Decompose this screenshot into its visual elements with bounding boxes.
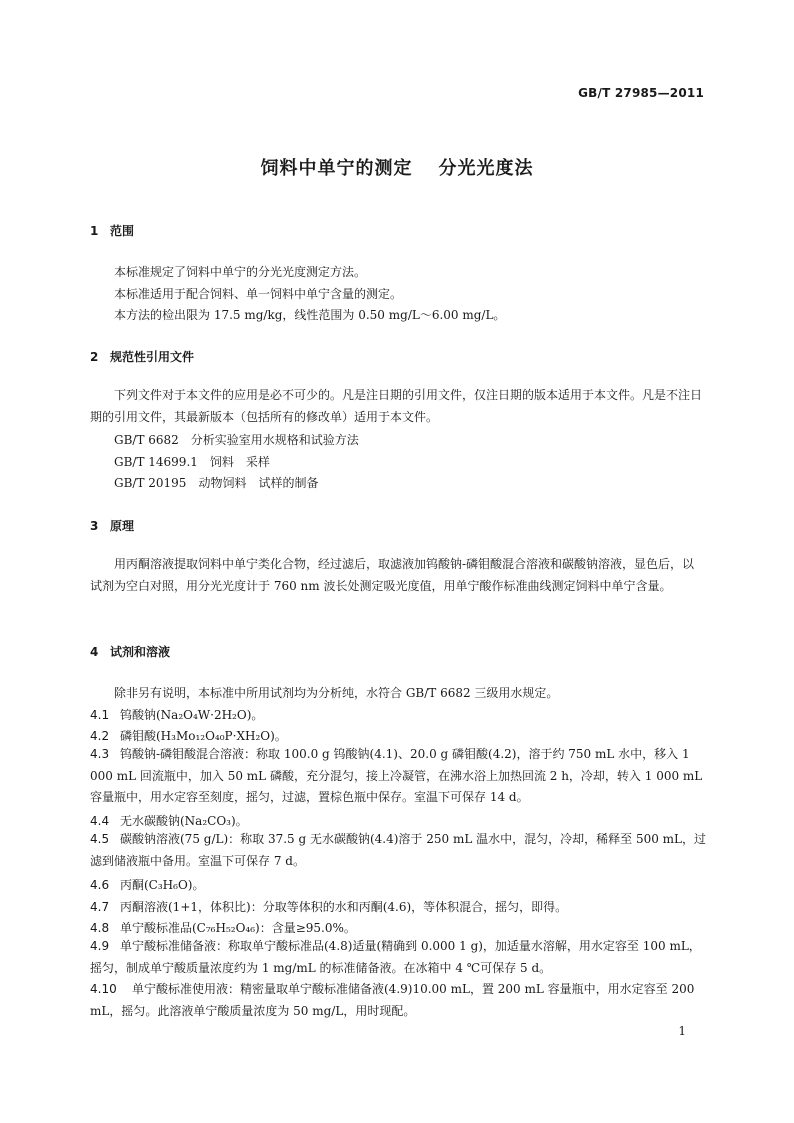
section-3-heading: 3 原理 — [90, 519, 135, 533]
reference-item: GB/T 20195 动物饲料 试样的制备 — [114, 476, 319, 490]
reagent-item: 4.3 钨酸钠-磷钼酸混合溶液：称取 100.0 g 钨酸钠(4.1)、20.0 g 磷钼酸(4.2)，溶于约 750 mL 水中，移入 1 000 mL 回流瓶中，加入 50 mL 磷酸，充分混匀，接上冷凝管，在沸水浴上加热回流 2 h，冷却，转入 1 000 mL 容量瓶中，用水定容至刻度，摇匀，过滤，置棕色瓶中保存。室温下可保存 14 d。 — [90, 747, 703, 804]
title-method: 分光光度法 — [438, 158, 534, 179]
reagent-item: 4.7 丙酮溶液(1+1，体积比)：分取等体积的水和丙酮(4.6)，等体积混合，摇匀，即得。 — [90, 900, 568, 914]
section-2-heading: 2 规范性引用文件 — [90, 350, 195, 364]
principle-text: 用丙酮溶液提取饲料中单宁类化合物，经过滤后，取滤液加钨酸钠-磷钼酸混合溶液和碳酸钠溶液，显色后，以试剂为空白对照，用分光光度计于 760 nm 波长处测定吸光度值，用单宁酸作标准曲线测定饲料中单宁含量。 — [90, 557, 695, 593]
title-main: 饲料中单宁的测定 — [260, 158, 413, 179]
reagent-item: 4.1 钨酸钠(Na₂O₄W·2H₂O)。 — [90, 708, 264, 722]
reagent-item: 4.6 丙酮(C₃H₆O)。 — [90, 878, 205, 892]
reagent-item: 4.2 磷钼酸(H₃Mo₁₂O₄₀P·XH₂O)。 — [90, 729, 287, 743]
reagent-item: 4.5 碳酸钠溶液(75 g/L)：称取 37.5 g 无水碳酸钠(4.4)溶于 250 mL 温水中，混匀，冷却，稀释至 500 mL，过滤到储液瓶中备用。室温下可保存 7 d。 — [90, 832, 707, 868]
scope-line-1: 本标准规定了饲料中单宁的分光光度测定方法。 — [114, 265, 367, 279]
page-number: 1 — [678, 1024, 686, 1038]
reagent-item: 4.10 单宁酸标准使用液：精密量取单宁酸标准储备液(4.9)10.00 mL，置 200 mL 容量瓶中，用水定容至 200 mL，摇匀。此溶液单宁酸质量浓度为 50 mg/L，用时现配。 — [90, 982, 695, 1018]
reagent-item: 4.8 单宁酸标准品(C₇₆H₅₂O₄₆)：含量≥95.0%。 — [90, 921, 356, 935]
scope-line-3: 本方法的检出限为 17.5 mg/kg，线性范围为 0.50 mg/L～6.00 mg/L。 — [114, 308, 506, 322]
section-1-heading: 1 范围 — [90, 224, 135, 238]
section-4-heading: 4 试剂和溶液 — [90, 645, 171, 659]
references-intro: 下列文件对于本文件的应用是必不可少的。凡是注日期的引用文件，仅注日期的版本适用于本文件。凡是不注日期的引用文件，其最新版本（包括所有的修改单）适用于本文件。 — [90, 388, 703, 424]
reference-item: GB/T 6682 分析实验室用水规格和试验方法 — [114, 433, 359, 447]
reagents-intro: 除非另有说明，本标准中所用试剂均为分析纯，水符合 GB/T 6682 三级用水规定。 — [114, 686, 559, 700]
page-title — [0, 154, 794, 180]
scope-line-2: 本标准适用于配合饲料、单一饲料中单宁含量的测定。 — [114, 287, 403, 301]
reagent-item: 4.9 单宁酸标准储备液：称取单宁酸标准品(4.8)适量(精确到 0.000 1 g)，加适量水溶解，用水定容至 100 mL，摇匀，制成单宁酸质量浓度约为 1 mg/mL 的标准储备液。在冰箱中 4 ℃可保存 5 d。 — [90, 939, 701, 975]
reagent-item: 4.4 无水碳酸钠(Na₂CO₃)。 — [90, 814, 248, 828]
standard-code: GB/T 27985—2011 — [578, 86, 704, 100]
reference-item: GB/T 14699.1 饲料 采样 — [114, 455, 270, 469]
